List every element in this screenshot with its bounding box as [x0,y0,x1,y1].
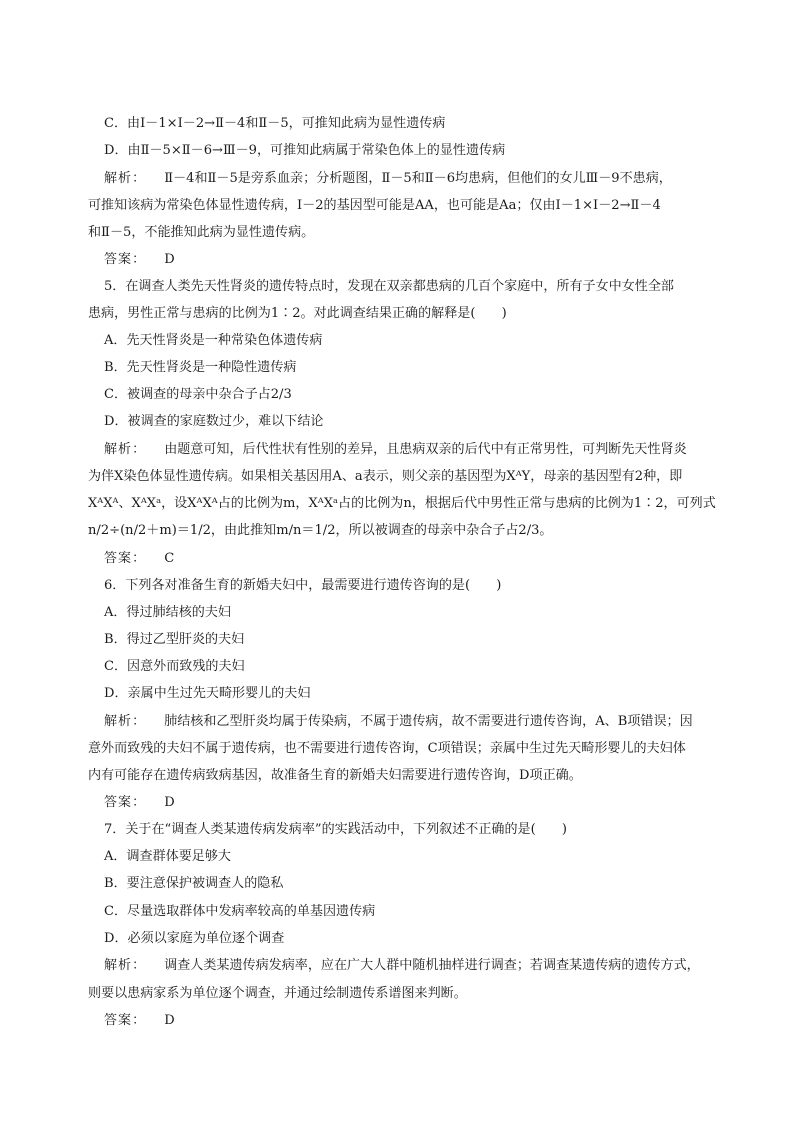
q4-option-d: D．由Ⅱ－5×Ⅱ－6→Ⅲ－9，可推知此病属于常染色体上的显性遗传病 [104,143,506,158]
q6-analysis-text-1: 肺结核和乙型肝炎均属于传染病，不属于遗传病，故不需要进行遗传咨询，A、B项错误；因 [164,714,693,729]
q4-analysis-text-1: Ⅱ－4和Ⅱ－5是旁系血亲；分析题图，Ⅱ－5和Ⅱ－6均患病，但他们的女儿Ⅲ－9不患病， [164,171,672,186]
q5-option-a: A．先天性肾炎是一种常染色体遗传病 [104,333,323,348]
q7-analysis-line-1 [0,952,794,979]
q6-option-b: B．得过乙型肝炎的夫妇 [104,632,245,647]
q7-stem: 7．关于在“调查人类某遗传病发病率”的实践活动中，下列叙述不正确的是( ) [104,822,567,837]
q4-analysis-line-2: 可推知该病为常染色体显性遗传病，Ⅰ－2的基因型可能是AA，也可能是Aa；仅由Ⅰ－1×Ⅰ－2→Ⅱ－4 [88,198,661,213]
answer-label: 答案： [104,1013,147,1028]
q4-option-c: C．由Ⅰ－1×Ⅰ－2→Ⅱ－4和Ⅱ－5，可推知此病为显性遗传病 [104,116,446,131]
q6-stem: 6．下列各对准备生育的新婚夫妇中，最需要进行遗传咨询的是( ) [104,578,502,593]
q7-option-d: D．必须以家庭为单位逐个调查 [104,931,285,946]
q7-answer-value: D [164,1013,175,1028]
q4-analysis-line-3: 和Ⅱ－5，不能推知此病为显性遗传病。 [88,225,315,240]
q4-answer-value: D [164,252,175,267]
analysis-label: 解析： [104,442,147,457]
q5-analysis-line-3: XᴬXᴬ、XᴬXᵃ，设XᴬXᴬ占的比例为m，XᴬXᵃ占的比例为n，根据后代中男性正常与患病的比例为1∶2，可列式 [88,496,716,511]
q6-option-c: C．因意外而致残的夫妇 [104,659,245,674]
q5-analysis-line-2: 为伴X染色体显性遗传病。如果相关基因用A、a表示，则父亲的基因型为XᴬY，母亲的基因型有2种，即 [88,469,683,484]
q6-analysis-line-3: 内有可能存在遗传病致病基因，故准备生育的新婚夫妇需要进行遗传咨询，D项正确。 [88,768,582,783]
answer-label: 答案： [104,795,147,810]
q7-analysis-text-1: 调查人类某遗传病发病率，应在广大人群中随机抽样进行调查；若调查某遗传病的遗传方式， [164,958,700,973]
q7-option-b: B．要注意保护被调查人的隐私 [104,876,284,891]
q7-answer [0,1007,794,1034]
analysis-label: 解析： [104,171,147,186]
q4-answer [0,246,794,273]
q5-answer-value: C [164,551,175,566]
q6-analysis-line-2: 意外而致残的夫妇不属于遗传病，也不需要进行遗传咨询，C项错误；亲属中生过先天畸形婴儿的夫妇体 [88,741,686,756]
analysis-label: 解析： [104,714,147,729]
q5-option-c: C．被调查的母亲中杂合子占2/3 [104,387,292,402]
q5-analysis-line-4: n/2÷(n/2＋m)＝1/2，由此推知m/n＝1/2，所以被调查的母亲中杂合子占2/3。 [88,523,553,538]
q5-stem-line-1: 5．在调查人类先天性肾炎的遗传特点时，发现在双亲都患病的几百个家庭中，所有子女中女性全部 [104,279,674,294]
q6-analysis-line-1 [0,708,794,735]
q5-stem-line-2: 患病，男性正常与患病的比例为1∶2。对此调查结果正确的解释是( ) [88,306,507,321]
q6-answer-value: D [164,795,175,810]
q7-option-a: A．调查群体要足够大 [104,849,231,864]
q7-analysis-line-2: 则要以患病家系为单位逐个调查，并通过绘制遗传系谱图来判断。 [88,986,467,1001]
answer-label: 答案： [104,551,147,566]
q6-option-d: D．亲属中生过先天畸形婴儿的夫妇 [104,686,311,701]
q5-analysis-line-1 [0,436,794,463]
answer-label: 答案： [104,252,147,267]
analysis-label: 解析： [104,958,147,973]
q6-option-a: A．得过肺结核的夫妇 [104,605,231,620]
q7-option-c: C．尽量选取群体中发病率较高的单基因遗传病 [104,904,376,919]
q5-option-d: D．被调查的家庭数过少，难以下结论 [104,414,324,429]
q4-analysis-line-1 [0,165,794,192]
q5-analysis-text-1: 由题意可知，后代性状有性别的差异，且患病双亲的后代中有正常男性，可判断先天性肾炎 [164,442,687,457]
q5-answer [0,545,794,572]
q6-answer [0,789,794,816]
q5-option-b: B．先天性肾炎是一种隐性遗传病 [104,360,297,375]
